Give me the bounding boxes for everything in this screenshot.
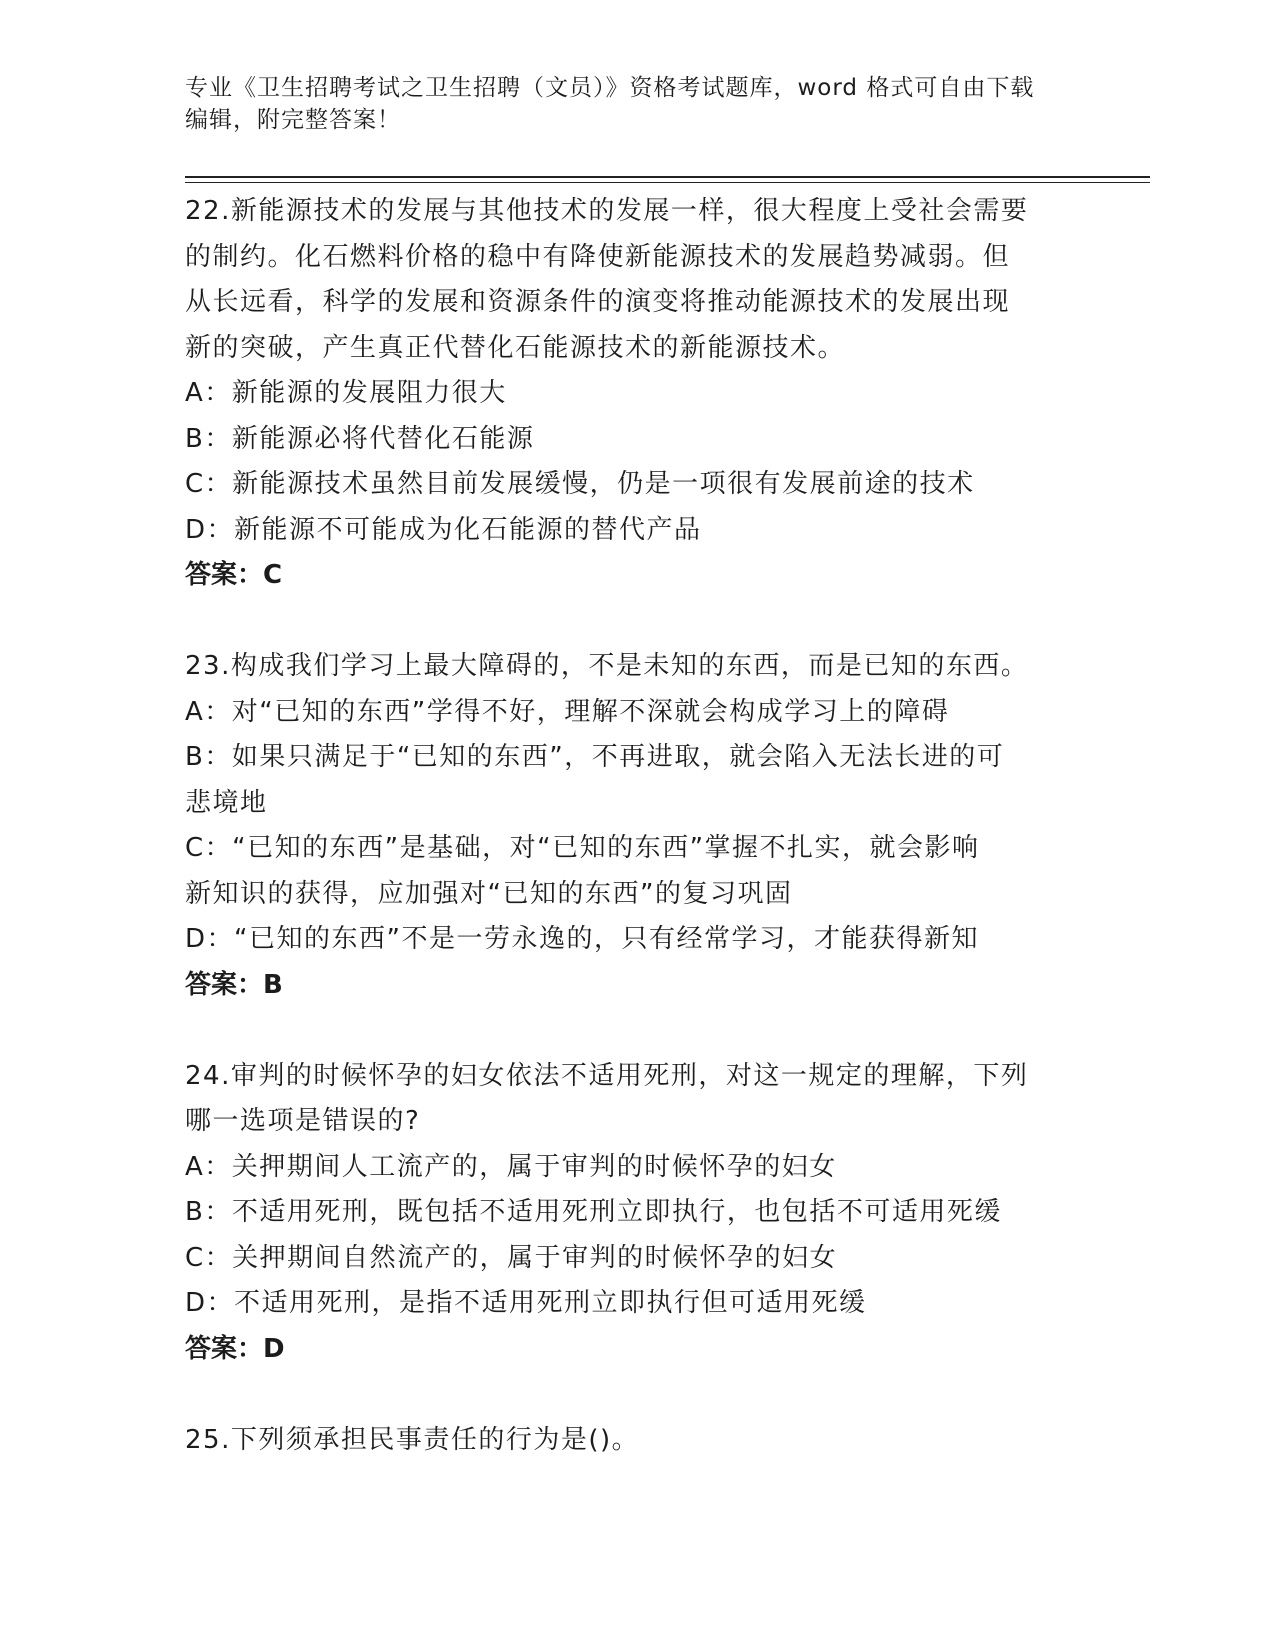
answer-option: [185, 690, 1085, 736]
answer-option: [185, 371, 1085, 417]
answer-option-line: B：不适用死刑，既包括不适用死刑立即执行，也包括不可适用死缓: [185, 1197, 1002, 1227]
question-block: [185, 189, 1085, 599]
header-line: 编辑，附完整答案！: [185, 107, 401, 133]
header-divider-thick: [185, 176, 1150, 178]
answer-option: [185, 1190, 1085, 1236]
answer-option-line: D：新能源不可能成为化石能源的替代产品: [185, 514, 702, 545]
question-stem-line: 23.构成我们学习上最大障碍的，不是未知的东西，而是已知的东西。: [185, 651, 1029, 681]
answer-key: 答案：D: [185, 1333, 285, 1364]
question-block: [185, 1054, 1085, 1373]
question-stem-line: 25.下列须承担民事责任的行为是()。: [185, 1424, 640, 1455]
question-spacer: [185, 1372, 1085, 1418]
answer-option-line: B：新能源必将代替化石能源: [185, 423, 535, 454]
question-block: [185, 644, 1085, 1008]
question-stem-line: 22.新能源技术的发展与其他技术的发展一样，很大程度上受社会需要: [185, 196, 1029, 226]
answer-option: [185, 462, 1085, 508]
answer-option-line: D：“已知的东西”不是一劳永逸的，只有经常学习，才能获得新知: [185, 924, 979, 954]
question-stem-line: 的制约。化石燃料价格的稳中有降使新能源技术的发展趋势减弱。但: [185, 241, 1011, 272]
answer-option-line: C：关押期间自然流产的，属于审判的时候怀孕的妇女: [185, 1242, 838, 1273]
header-divider-thin: [185, 182, 1150, 183]
answer-option-line: A：关押期间人工流产的，属于审判的时候怀孕的妇女: [185, 1151, 837, 1182]
answer-option-line: 悲境地: [185, 787, 268, 818]
question-block: [185, 1418, 1085, 1464]
question-stem-line: 24.审判的时候怀孕的妇女依法不适用死刑，对这一规定的理解，下列: [185, 1060, 1029, 1091]
answer-option: [185, 1281, 1085, 1327]
answer-option: [185, 1236, 1085, 1282]
question-list: [185, 189, 1085, 1463]
answer-option-line: C：“已知的东西”是基础，对“已知的东西”掌握不扎实，就会影响: [185, 833, 980, 863]
answer-key: 答案：C: [185, 560, 283, 590]
answer-option-line: 新知识的获得，应加强对“已知的东西”的复习巩固: [185, 878, 793, 909]
question-stem-line: 哪一选项是错误的?: [185, 1106, 421, 1136]
question-stem-line: 从长远看，科学的发展和资源条件的演变将推动能源技术的发展出现: [185, 287, 1011, 317]
question-spacer: [185, 599, 1085, 645]
answer-option: [185, 735, 1085, 826]
question-stem-line: 新的突破，产生真正代替化石能源技术的新能源技术。: [185, 332, 846, 363]
answer-option-line: A：新能源的发展阻力很大: [185, 378, 507, 408]
answer-option-line: A：对“已知的东西”学得不好，理解不深就会构成学习上的障碍: [185, 696, 950, 727]
answer-option: [185, 826, 1085, 917]
answer-option: [185, 508, 1085, 554]
answer-option: [185, 417, 1085, 463]
answer-key: 答案：B: [185, 969, 283, 1000]
document-header: [185, 72, 1065, 136]
question-spacer: [185, 1008, 1085, 1054]
header-line: 专业《卫生招聘考试之卫生招聘（文员）》资格考试题库，word 格式可自由下载: [185, 75, 1035, 101]
answer-option-line: B：如果只满足于“已知的东西”，不再进取，就会陷入无法长进的可: [185, 742, 1005, 772]
answer-option: [185, 917, 1085, 963]
answer-option: [185, 1145, 1085, 1191]
answer-option-line: C：新能源技术虽然目前发展缓慢，仍是一项很有发展前途的技术: [185, 469, 975, 499]
answer-option-line: D：不适用死刑，是指不适用死刑立即执行但可适用死缓: [185, 1288, 867, 1318]
